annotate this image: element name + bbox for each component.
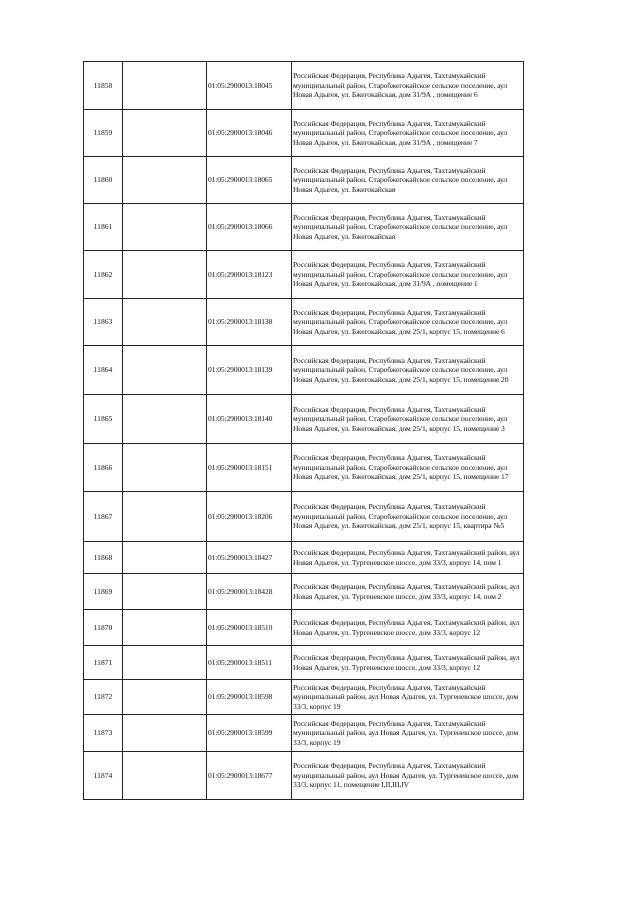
- table-row: [84, 251, 524, 299]
- cadastral-number-cell: 01:05:2900013:18599: [207, 715, 292, 752]
- address-cell: Российская Федерация, Республика Адыгея, Тахтамукайский муниципальный район, аул Новая Адыгея, ул. Тургеневское шоссе, дом 33/3, корпус 11, помещение I,II,III,IV: [292, 752, 524, 800]
- row-number-cell: 11868: [84, 542, 123, 574]
- cadastral-number-cell: 01:05:2900013:18138: [207, 299, 292, 346]
- row-number-cell: 11858: [84, 62, 123, 110]
- empty-cell: [123, 752, 207, 800]
- empty-cell: [123, 646, 207, 680]
- table-body: [84, 62, 524, 800]
- row-number-cell: 11873: [84, 715, 123, 752]
- empty-cell: [123, 542, 207, 574]
- empty-cell: [123, 715, 207, 752]
- cadastral-number-cell: 01:05:2900013:18428: [207, 574, 292, 610]
- table-row: [84, 62, 524, 110]
- address-cell: Российская Федерация, Республика Адыгея, Тахтамукайский муниципальный район, Старобжегокайское сельское поселение, аул Новая Адыгея, ул. Бжегокайская, дом 25/1, корпус 15, помещение 3: [292, 395, 524, 444]
- address-cell: Российская Федерация, Республика Адыгея, Тахтамукайский муниципальный район, аул Новая Адыгея, ул. Тургеневское шоссе, дом 33/3, корпус 19: [292, 715, 524, 752]
- address-cell: Российская Федерация, Республика Адыгея, Тахтамукайский муниципальный район, Старобжегокайское сельское поселение, аул Новая Адыгея, ул. Бжегокайская, дом 25/1, корпус 15, помещение 20: [292, 346, 524, 395]
- address-cell: Российская Федерация, Республика Адыгея, Тахтамукайский район, аул Новая Адыгея, ул. Тургеневское шоссе, дом 33/3, корпус 14, пом 1: [292, 542, 524, 574]
- cadastral-number-cell: 01:05:2900013:18151: [207, 444, 292, 492]
- address-cell: Российская Федерация, Республика Адыгея, Тахтамукайский район, аул Новая Адыгея, ул. Тургеневское шоссе, дом 33/3, корпус 12: [292, 646, 524, 680]
- address-cell: Российская Федерация, Республика Адыгея, Тахтамукайский муниципальный район, Старобжегокайское сельское поселение, аул Новая Адыгея, ул. Бжегокайская: [292, 204, 524, 251]
- empty-cell: [123, 251, 207, 299]
- row-number-cell: 11867: [84, 492, 123, 542]
- empty-cell: [123, 610, 207, 646]
- address-cell: Российская Федерация, Республика Адыгея, Тахтамукайский муниципальный район, Старобжегокайское сельское поселение, аул Новая Адыгея, ул. Бжегокайская: [292, 157, 524, 204]
- table-row: [84, 204, 524, 251]
- cadastral-number-cell: 01:05:2900013:18511: [207, 646, 292, 680]
- row-number-cell: 11859: [84, 110, 123, 157]
- row-number-cell: 11864: [84, 346, 123, 395]
- row-number-cell: 11869: [84, 574, 123, 610]
- empty-cell: [123, 680, 207, 715]
- table-row: [84, 752, 524, 800]
- empty-cell: [123, 157, 207, 204]
- table-row: [84, 680, 524, 715]
- empty-cell: [123, 62, 207, 110]
- cadastral-number-cell: 01:05:2900013:18677: [207, 752, 292, 800]
- address-cell: Российская Федерация, Республика Адыгея, Тахтамукайский район, аул Новая Адыгея, ул. Тургеневское шоссе, дом 33/3, корпус 14, пом 2: [292, 574, 524, 610]
- address-cell: Российская Федерация, Республика Адыгея, Тахтамукайский муниципальный район, Старобжегокайское сельское поселение, аул Новая Адыгея, ул. Бжегокайская, дом 25/1, корпус 15, помещение 6: [292, 299, 524, 346]
- table-row: [84, 715, 524, 752]
- cadastral-number-cell: 01:05:2900013:18510: [207, 610, 292, 646]
- table-row: [84, 395, 524, 444]
- cadastral-number-cell: 01:05:2900013:18046: [207, 110, 292, 157]
- cadastral-number-cell: 01:05:2900013:18066: [207, 204, 292, 251]
- table-row: [84, 646, 524, 680]
- row-number-cell: 11874: [84, 752, 123, 800]
- address-cell: Российская Федерация, Республика Адыгея, Тахтамукайский муниципальный район, Старобжегокайское сельское поселение, аул Новая Адыгея, ул. Бжегокайская, дом 25/1, корпус 15, квартира №5: [292, 492, 524, 542]
- table-row: [84, 574, 524, 610]
- table-row: [84, 492, 524, 542]
- cadastral-number-cell: 01:05:2900013:18139: [207, 346, 292, 395]
- address-cell: Российская Федерация, Республика Адыгея, Тахтамукайский муниципальный район, аул Новая Адыгея, ул. Тургеневское шоссе, дом 33/3, корпус 19: [292, 680, 524, 715]
- empty-cell: [123, 204, 207, 251]
- empty-cell: [123, 444, 207, 492]
- row-number-cell: 11863: [84, 299, 123, 346]
- property-register-table: [83, 61, 524, 800]
- row-number-cell: 11872: [84, 680, 123, 715]
- empty-cell: [123, 299, 207, 346]
- cadastral-number-cell: 01:05:2900013:18598: [207, 680, 292, 715]
- row-number-cell: 11871: [84, 646, 123, 680]
- cadastral-number-cell: 01:05:2900013:18140: [207, 395, 292, 444]
- cadastral-number-cell: 01:05:2900013:18427: [207, 542, 292, 574]
- address-cell: Российская Федерация, Республика Адыгея, Тахтамукайский муниципальный район, Старобжегокайское сельское поселение, аул Новая Адыгея, ул. Бжегокайская, дом 31/9А , помещение 6: [292, 62, 524, 110]
- address-cell: Российская Федерация, Республика Адыгея, Тахтамукайский муниципальный район, Старобжегокайское сельское поселение, аул Новая Адыгея, ул. Бжегокайская, дом 25/1, корпус 15, помещение 17: [292, 444, 524, 492]
- cadastral-number-cell: 01:05:2900013:18206: [207, 492, 292, 542]
- empty-cell: [123, 492, 207, 542]
- row-number-cell: 11865: [84, 395, 123, 444]
- cadastral-number-cell: 01:05:2900013:18123: [207, 251, 292, 299]
- table-row: [84, 346, 524, 395]
- row-number-cell: 11860: [84, 157, 123, 204]
- cadastral-number-cell: 01:05:2900013:18045: [207, 62, 292, 110]
- row-number-cell: 11866: [84, 444, 123, 492]
- table-row: [84, 610, 524, 646]
- table-row: [84, 444, 524, 492]
- address-cell: Российская Федерация, Республика Адыгея, Тахтамукайский район, аул Новая Адыгея, ул. Тургеневское шоссе, дом 33/3, корпус 12: [292, 610, 524, 646]
- table-row: [84, 542, 524, 574]
- address-cell: Российская Федерация, Республика Адыгея, Тахтамукайский муниципальный район, Старобжегокайское сельское поселение, аул Новая Адыгея, ул. Бжегокайская, дом 31/9А , помещение 7: [292, 110, 524, 157]
- address-cell: Российская Федерация, Республика Адыгея, Тахтамукайский муниципальный район, Старобжегокайское сельское поселение, аул Новая Адыгея, ул. Бжегокайская, дом 31/9А , помещение 1: [292, 251, 524, 299]
- empty-cell: [123, 346, 207, 395]
- table-row: [84, 157, 524, 204]
- empty-cell: [123, 110, 207, 157]
- cadastral-number-cell: 01:05:2900013:18065: [207, 157, 292, 204]
- table-row: [84, 110, 524, 157]
- row-number-cell: 11870: [84, 610, 123, 646]
- empty-cell: [123, 395, 207, 444]
- row-number-cell: 11861: [84, 204, 123, 251]
- empty-cell: [123, 574, 207, 610]
- row-number-cell: 11862: [84, 251, 123, 299]
- table-row: [84, 299, 524, 346]
